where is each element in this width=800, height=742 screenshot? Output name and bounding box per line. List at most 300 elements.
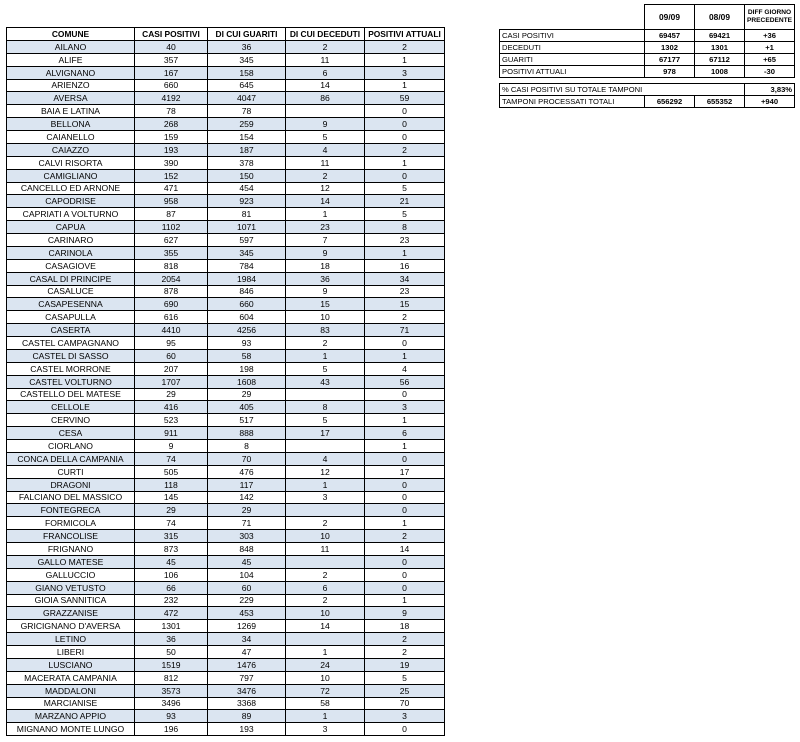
guariti-cell: 229 [208,594,286,607]
positivi-attuali-cell: 2 [365,633,445,646]
casi-positivi-cell: 74 [135,452,208,465]
summary-tamponi-row [500,96,795,108]
casi-positivi-cell: 1301 [135,620,208,633]
summary-value-0809: 67112 [695,54,745,66]
casi-positivi-cell: 50 [135,646,208,659]
casi-positivi-cell: 74 [135,517,208,530]
casi-positivi-cell: 159 [135,131,208,144]
casi-positivi-cell: 660 [135,79,208,92]
casi-positivi-cell: 167 [135,66,208,79]
comune-cell: AVERSA [7,92,135,105]
guariti-cell: 405 [208,401,286,414]
table-row [7,131,445,144]
header-positivi-attuali: POSITIVI ATTUALI [365,28,445,41]
table-row [7,491,445,504]
table-row [7,633,445,646]
guariti-cell: 154 [208,131,286,144]
deceduti-cell: 86 [286,92,365,105]
summary-value-0809: 1008 [695,66,745,78]
deceduti-cell: 1 [286,646,365,659]
guariti-cell: 158 [208,66,286,79]
casi-positivi-cell: 36 [135,633,208,646]
table-row [7,517,445,530]
casi-positivi-cell: 315 [135,530,208,543]
positivi-attuali-cell: 3 [365,710,445,723]
comune-cell: CAIAZZO [7,143,135,156]
positivi-attuali-cell: 0 [365,581,445,594]
summary-col-diff: DIFF GIORNO PRECEDENTE [745,5,795,30]
guariti-cell: 81 [208,208,286,221]
guariti-cell: 104 [208,568,286,581]
deceduti-cell: 23 [286,221,365,234]
table-row [7,555,445,568]
deceduti-cell: 2 [286,568,365,581]
guariti-cell: 303 [208,530,286,543]
deceduti-cell: 6 [286,66,365,79]
guariti-cell: 1476 [208,658,286,671]
casi-positivi-cell: 193 [135,143,208,156]
deceduti-cell: 14 [286,195,365,208]
positivi-attuali-cell: 18 [365,620,445,633]
guariti-cell: 58 [208,349,286,362]
comuni-table [6,27,445,736]
positivi-attuali-cell: 1 [365,53,445,66]
casi-positivi-cell: 416 [135,401,208,414]
positivi-attuali-cell: 2 [365,646,445,659]
guariti-cell: 848 [208,543,286,556]
deceduti-cell: 4 [286,143,365,156]
summary-label: DECEDUTI [500,42,645,54]
positivi-attuali-cell: 0 [365,105,445,118]
casi-positivi-cell: 523 [135,414,208,427]
table-row [7,440,445,453]
casi-positivi-cell: 3573 [135,684,208,697]
positivi-attuali-cell: 0 [365,388,445,401]
table-row [7,53,445,66]
summary-value-diff: +1 [745,42,795,54]
guariti-cell: 345 [208,246,286,259]
summary-tamponi-0809: 655352 [695,96,745,108]
guariti-cell: 4256 [208,324,286,337]
guariti-cell: 453 [208,607,286,620]
casi-positivi-cell: 1102 [135,221,208,234]
positivi-attuali-cell: 25 [365,684,445,697]
casi-positivi-cell: 78 [135,105,208,118]
guariti-cell: 8 [208,440,286,453]
summary-value-diff: -30 [745,66,795,78]
comune-cell: MACERATA CAMPANIA [7,671,135,684]
comune-cell: CASAGIOVE [7,259,135,272]
table-row [7,465,445,478]
deceduti-cell: 5 [286,414,365,427]
deceduti-cell: 10 [286,311,365,324]
guariti-cell: 846 [208,285,286,298]
comune-cell: CAPUA [7,221,135,234]
guariti-cell: 47 [208,646,286,659]
table-row [7,543,445,556]
table-row [7,92,445,105]
deceduti-cell: 10 [286,671,365,684]
positivi-attuali-cell: 19 [365,658,445,671]
positivi-attuali-cell: 2 [365,311,445,324]
deceduti-cell: 4 [286,452,365,465]
summary-row [500,66,795,78]
comune-cell: MARCIANISE [7,697,135,710]
positivi-attuali-cell: 23 [365,285,445,298]
positivi-attuali-cell: 0 [365,452,445,465]
casi-positivi-cell: 2054 [135,272,208,285]
comune-cell: CAIANELLO [7,131,135,144]
summary-value-0909: 67177 [645,54,695,66]
deceduti-cell [286,633,365,646]
guariti-cell: 187 [208,143,286,156]
table-row [7,182,445,195]
positivi-attuali-cell: 1 [365,79,445,92]
header-row [7,28,445,41]
casi-positivi-cell: 471 [135,182,208,195]
deceduti-cell: 5 [286,131,365,144]
positivi-attuali-cell: 1 [365,414,445,427]
guariti-cell: 3368 [208,697,286,710]
summary-tamponi-diff: +940 [745,96,795,108]
positivi-attuali-cell: 1 [365,156,445,169]
casi-positivi-cell: 66 [135,581,208,594]
guariti-cell: 93 [208,337,286,350]
guariti-cell: 259 [208,118,286,131]
comune-cell: CIORLANO [7,440,135,453]
table-row [7,620,445,633]
table-row [7,156,445,169]
table-row [7,66,445,79]
guariti-cell: 1071 [208,221,286,234]
casi-positivi-cell: 812 [135,671,208,684]
table-row [7,298,445,311]
summary-pct-row [500,84,795,96]
table-row [7,79,445,92]
positivi-attuali-cell: 0 [365,723,445,736]
casi-positivi-cell: 873 [135,543,208,556]
table-row [7,684,445,697]
positivi-attuali-cell: 5 [365,182,445,195]
guariti-cell: 476 [208,465,286,478]
casi-positivi-cell: 4192 [135,92,208,105]
casi-positivi-cell: 87 [135,208,208,221]
table-row [7,478,445,491]
guariti-cell: 3476 [208,684,286,697]
summary-tamponi-0909: 656292 [645,96,695,108]
guariti-cell: 378 [208,156,286,169]
table-row [7,723,445,736]
header-deceduti: DI CUI DECEDUTI [286,28,365,41]
table-row [7,246,445,259]
comune-cell: CALVI RISORTA [7,156,135,169]
casi-positivi-cell: 818 [135,259,208,272]
deceduti-cell: 72 [286,684,365,697]
table-row [7,594,445,607]
positivi-attuali-cell: 2 [365,530,445,543]
guariti-cell: 198 [208,362,286,375]
deceduti-cell: 58 [286,697,365,710]
comune-cell: CARINOLA [7,246,135,259]
guariti-cell: 193 [208,723,286,736]
guariti-cell: 645 [208,79,286,92]
guariti-cell: 34 [208,633,286,646]
casi-positivi-cell: 40 [135,40,208,53]
guariti-cell: 454 [208,182,286,195]
table-row [7,285,445,298]
summary-pct-value: 3,83% [745,84,795,96]
positivi-attuali-cell: 21 [365,195,445,208]
deceduti-cell: 9 [286,285,365,298]
comune-cell: CASALUCE [7,285,135,298]
casi-positivi-cell: 390 [135,156,208,169]
table-row [7,337,445,350]
comune-cell: BELLONA [7,118,135,131]
comune-cell: LIBERI [7,646,135,659]
casi-positivi-cell: 1707 [135,375,208,388]
comune-cell: CELLOLE [7,401,135,414]
deceduti-cell: 10 [286,530,365,543]
comune-cell: GRICIGNANO D'AVERSA [7,620,135,633]
deceduti-cell: 1 [286,349,365,362]
casi-positivi-cell: 268 [135,118,208,131]
positivi-attuali-cell: 8 [365,221,445,234]
comune-cell: CASAL DI PRINCIPE [7,272,135,285]
summary-value-0909: 978 [645,66,695,78]
table-row [7,259,445,272]
table-row [7,581,445,594]
positivi-attuali-cell: 34 [365,272,445,285]
positivi-attuali-cell: 0 [365,478,445,491]
guariti-cell: 60 [208,581,286,594]
comune-cell: CAMIGLIANO [7,169,135,182]
table-row [7,40,445,53]
positivi-attuali-cell: 16 [365,259,445,272]
positivi-attuali-cell: 0 [365,555,445,568]
comune-cell: LETINO [7,633,135,646]
positivi-attuali-cell: 14 [365,543,445,556]
summary-tamponi-label: TAMPONI PROCESSATI TOTALI [500,96,645,108]
positivi-attuali-cell: 0 [365,568,445,581]
guariti-cell: 1608 [208,375,286,388]
casi-positivi-cell: 93 [135,710,208,723]
deceduti-cell [286,555,365,568]
deceduti-cell [286,105,365,118]
casi-positivi-cell: 505 [135,465,208,478]
casi-positivi-cell: 118 [135,478,208,491]
comune-cell: GRAZZANISE [7,607,135,620]
deceduti-cell: 2 [286,337,365,350]
table-row [7,272,445,285]
table-row [7,452,445,465]
table-row [7,105,445,118]
casi-positivi-cell: 357 [135,53,208,66]
comune-cell: CASTEL MORRONE [7,362,135,375]
deceduti-cell: 11 [286,53,365,66]
deceduti-cell: 9 [286,246,365,259]
table-row [7,427,445,440]
deceduti-cell: 14 [286,79,365,92]
deceduti-cell [286,440,365,453]
guariti-cell: 597 [208,234,286,247]
summary-value-0909: 69457 [645,30,695,42]
summary-row [500,54,795,66]
summary-row [500,42,795,54]
table-row [7,530,445,543]
summary-label: GUARITI [500,54,645,66]
comune-cell: CURTI [7,465,135,478]
comune-cell: GIANO VETUSTO [7,581,135,594]
guariti-cell: 784 [208,259,286,272]
deceduti-cell: 5 [286,362,365,375]
header-comune: COMUNE [7,28,135,41]
table-row [7,195,445,208]
guariti-cell: 29 [208,388,286,401]
summary-value-diff: +65 [745,54,795,66]
comune-cell: LUSCIANO [7,658,135,671]
positivi-attuali-cell: 23 [365,234,445,247]
casi-positivi-cell: 106 [135,568,208,581]
table-row [7,143,445,156]
summary-value-0809: 1301 [695,42,745,54]
casi-positivi-cell: 627 [135,234,208,247]
deceduti-cell: 2 [286,517,365,530]
casi-positivi-cell: 4410 [135,324,208,337]
header-casi-positivi: CASI POSITIVI [135,28,208,41]
comune-cell: CASAPESENNA [7,298,135,311]
table-row [7,118,445,131]
casi-positivi-cell: 355 [135,246,208,259]
deceduti-cell: 10 [286,607,365,620]
guariti-cell: 45 [208,555,286,568]
table-row [7,607,445,620]
table-row [7,401,445,414]
comune-cell: FRIGNANO [7,543,135,556]
comune-cell: CONCA DELLA CAMPANIA [7,452,135,465]
deceduti-cell: 14 [286,620,365,633]
guariti-cell: 345 [208,53,286,66]
deceduti-cell: 2 [286,169,365,182]
positivi-attuali-cell: 4 [365,362,445,375]
comune-cell: CAPRIATI A VOLTURNO [7,208,135,221]
deceduti-cell: 36 [286,272,365,285]
positivi-attuali-cell: 71 [365,324,445,337]
comune-cell: FORMICOLA [7,517,135,530]
comune-cell: GALLO MATESE [7,555,135,568]
deceduti-cell: 83 [286,324,365,337]
comune-cell: ARIENZO [7,79,135,92]
guariti-cell: 660 [208,298,286,311]
comune-cell: CASTEL DI SASSO [7,349,135,362]
summary-label: POSITIVI ATTUALI [500,66,645,78]
deceduti-cell: 11 [286,543,365,556]
positivi-attuali-cell: 56 [365,375,445,388]
guariti-cell: 142 [208,491,286,504]
deceduti-cell: 18 [286,259,365,272]
deceduti-cell: 11 [286,156,365,169]
table-row [7,671,445,684]
guariti-cell: 89 [208,710,286,723]
comune-cell: GIOIA SANNITICA [7,594,135,607]
deceduti-cell: 3 [286,491,365,504]
casi-positivi-cell: 616 [135,311,208,324]
positivi-attuali-cell: 70 [365,697,445,710]
positivi-attuali-cell: 0 [365,169,445,182]
guariti-cell: 36 [208,40,286,53]
comune-cell: CAPODRISE [7,195,135,208]
positivi-attuali-cell: 1 [365,246,445,259]
positivi-attuali-cell: 0 [365,491,445,504]
deceduti-cell: 6 [286,581,365,594]
table-row [7,388,445,401]
casi-positivi-cell: 232 [135,594,208,607]
casi-positivi-cell: 145 [135,491,208,504]
comune-cell: GALLUCCIO [7,568,135,581]
positivi-attuali-cell: 1 [365,517,445,530]
summary-pct-label: % CASI POSITIVI SU TOTALE TAMPONI [500,84,745,96]
positivi-attuali-cell: 1 [365,594,445,607]
deceduti-cell: 12 [286,182,365,195]
comune-cell: CESA [7,427,135,440]
guariti-cell: 4047 [208,92,286,105]
casi-positivi-cell: 152 [135,169,208,182]
summary-value-diff: +36 [745,30,795,42]
deceduti-cell: 12 [286,465,365,478]
positivi-attuali-cell: 2 [365,40,445,53]
deceduti-cell: 9 [286,118,365,131]
comune-cell: CERVINO [7,414,135,427]
guariti-cell: 797 [208,671,286,684]
casi-positivi-cell: 690 [135,298,208,311]
table-row [7,658,445,671]
deceduti-cell: 2 [286,40,365,53]
casi-positivi-cell: 196 [135,723,208,736]
positivi-attuali-cell: 6 [365,427,445,440]
summary-col-0809: 08/09 [695,5,745,30]
casi-positivi-cell: 3496 [135,697,208,710]
casi-positivi-cell: 911 [135,427,208,440]
table-row [7,710,445,723]
positivi-attuali-cell: 3 [365,66,445,79]
comune-cell: MARZANO APPIO [7,710,135,723]
casi-positivi-cell: 9 [135,440,208,453]
positivi-attuali-cell: 9 [365,607,445,620]
guariti-cell: 150 [208,169,286,182]
summary-value-0809: 69421 [695,30,745,42]
table-row [7,208,445,221]
casi-positivi-cell: 878 [135,285,208,298]
positivi-attuali-cell: 5 [365,671,445,684]
guariti-cell: 1269 [208,620,286,633]
guariti-cell: 1984 [208,272,286,285]
summary-header-blank [500,5,645,30]
deceduti-cell: 24 [286,658,365,671]
summary-table [499,4,795,108]
positivi-attuali-cell: 1 [365,349,445,362]
casi-positivi-cell: 45 [135,555,208,568]
comune-cell: CASERTA [7,324,135,337]
table-body [7,40,445,735]
comune-cell: FRANCOLISE [7,530,135,543]
deceduti-cell [286,504,365,517]
table-row [7,375,445,388]
deceduti-cell: 1 [286,208,365,221]
comune-cell: BAIA E LATINA [7,105,135,118]
table-row [7,568,445,581]
deceduti-cell: 15 [286,298,365,311]
positivi-attuali-cell: 0 [365,504,445,517]
comune-cell: CASTELLO DEL MATESE [7,388,135,401]
